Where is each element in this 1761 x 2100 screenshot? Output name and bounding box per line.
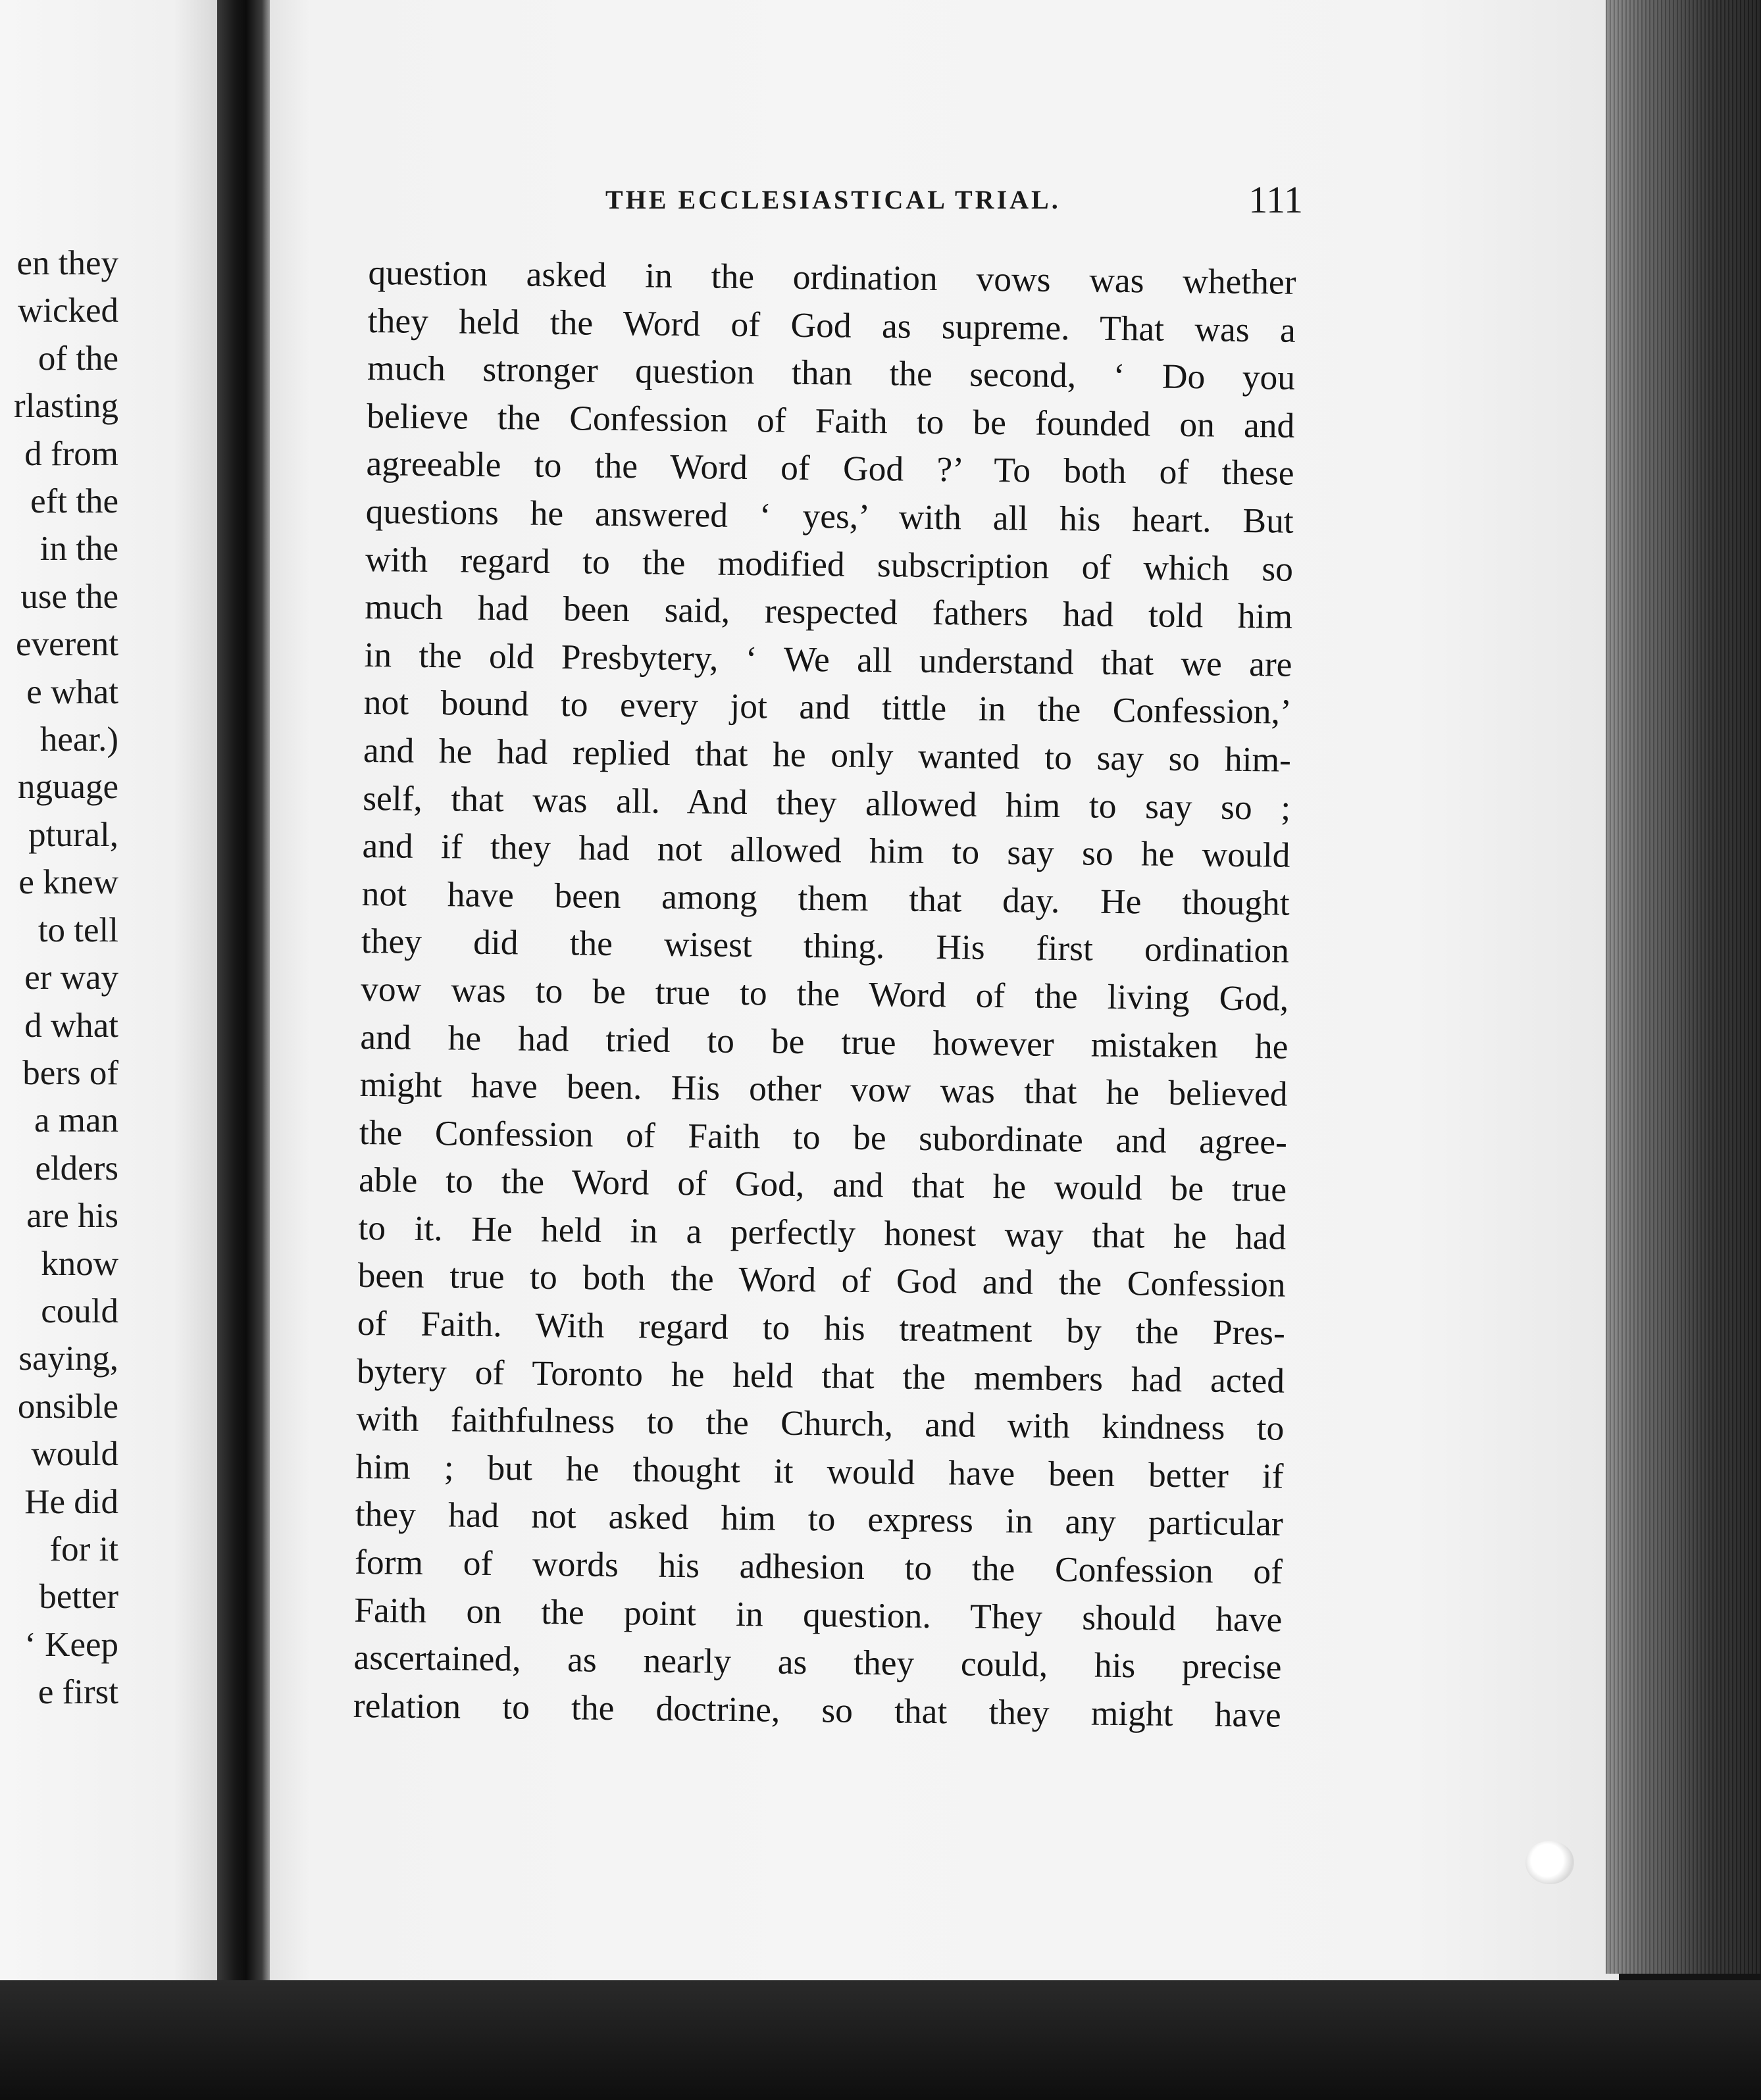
body-line: might have been. His other vow was that he believed — [359, 1064, 1288, 1114]
left-page — [0, 0, 217, 1980]
left-page-line: everent — [16, 625, 118, 664]
left-page-line: wicked — [17, 291, 118, 330]
running-head-title: THE ECCLESIASTICAL TRIAL. — [605, 185, 1061, 214]
body-line: in the old Presbytery, ‘ We all understand that we are — [364, 634, 1292, 684]
left-page-line: to tell — [38, 911, 118, 949]
body-line: they held the Word of God as supreme. That was a — [367, 300, 1296, 350]
body-line: much stronger question than the second, ‘ Do you — [367, 348, 1296, 397]
left-page-line: ptural, — [28, 815, 118, 854]
body-line: able to the Word of God, and that he would be true — [358, 1160, 1287, 1209]
left-page-line: rlasting — [14, 387, 118, 426]
left-page-line: better — [39, 1578, 118, 1616]
body-line: they did the wisest thing. His first ordination — [361, 921, 1290, 971]
left-page-line: e first — [38, 1673, 118, 1712]
body-line: with regard to the modified subscription of which so — [365, 539, 1294, 589]
body-line: Faith on the point in question. They should have — [354, 1589, 1283, 1639]
left-page-line: in the — [39, 530, 118, 568]
body-line: ascertained, as nearly as they could, his precise — [353, 1638, 1282, 1687]
left-page-line: are his — [26, 1197, 118, 1236]
left-page-line: ‘ Keep — [24, 1625, 118, 1664]
body-line: with faithfulness to the Church, and with kindness to — [356, 1399, 1285, 1448]
running-head — [605, 178, 1303, 228]
left-page-line: a man — [34, 1101, 118, 1140]
body-line: of Faith. With regard to his treatment by the Pres- — [357, 1303, 1286, 1353]
page-edges — [1606, 0, 1761, 1974]
body-line: and if they had not allowed him to say so he would — [362, 826, 1290, 875]
body-line: much had been said, respected fathers had told him — [364, 587, 1293, 636]
left-page-line: er way — [24, 959, 118, 997]
book-gutter — [217, 0, 270, 2013]
left-page-line: e what — [26, 672, 118, 711]
left-page-line: use the — [20, 577, 118, 616]
body-line: they had not asked him to express in any particular — [355, 1494, 1284, 1544]
body-line: self, that was all. And they allowed him to say so ; — [362, 778, 1291, 828]
body-line: and he had replied that he only wanted to say so him- — [363, 730, 1292, 780]
left-page-line: onsible — [17, 1387, 118, 1426]
body-line: bytery of Toronto he held that the members had acted — [356, 1351, 1285, 1401]
body-line: relation to the doctrine, so that they might have — [353, 1685, 1282, 1735]
left-page-line: e knew — [18, 863, 118, 902]
left-page-text-fragment — [14, 239, 118, 1716]
body-line: not have been among them that day. He thought — [361, 873, 1290, 923]
body-line: question asked in the ordination vows was whether — [368, 252, 1296, 302]
body-line: vow was to be true to the Word of the living God, — [360, 968, 1289, 1018]
bottom-shadow — [0, 1980, 1761, 2100]
body-line: form of words his adhesion to the Confession of — [354, 1541, 1283, 1591]
body-line: believe the Confession of Faith to be founded on and — [367, 395, 1295, 445]
left-page-line: He did — [24, 1482, 118, 1521]
left-page-line: elders — [35, 1149, 118, 1188]
left-page-line: hear.) — [39, 720, 118, 759]
scan-speck — [1525, 1841, 1574, 1884]
page-number: 111 — [1248, 178, 1303, 221]
body-line: agreeable to the Word of God ?’ To both of these — [366, 443, 1294, 493]
left-page-line: bers of — [22, 1053, 118, 1092]
left-page-line: d what — [24, 1006, 118, 1045]
left-page-line: know — [41, 1244, 118, 1283]
left-page-line: of the — [38, 339, 118, 378]
left-page-line: for it — [49, 1530, 118, 1568]
left-page-line: eft the — [30, 482, 118, 521]
body-line: the Confession of Faith to be subordinate and agree- — [359, 1112, 1288, 1162]
body-line: not bound to every jot and tittle in the Confession,’ — [363, 682, 1292, 732]
body-line: questions he answered ‘ yes,’ with all his heart. But — [365, 491, 1294, 541]
left-page-line: saying, — [18, 1339, 118, 1378]
left-page-line: en they — [16, 244, 118, 282]
left-page-line: could — [41, 1291, 118, 1330]
body-line: been true to both the Word of God and the Confession — [357, 1255, 1286, 1305]
body-line: to it. He held in a perfectly honest way that he had — [358, 1207, 1287, 1257]
body-line: and he had tried to be true however mistaken he — [360, 1016, 1289, 1066]
body-line: him ; but he thought it would have been better if — [355, 1446, 1284, 1496]
left-page-line: d from — [24, 434, 118, 473]
left-page-line: nguage — [17, 768, 118, 807]
left-page-line: would — [31, 1435, 118, 1474]
body-text — [353, 249, 1296, 1739]
